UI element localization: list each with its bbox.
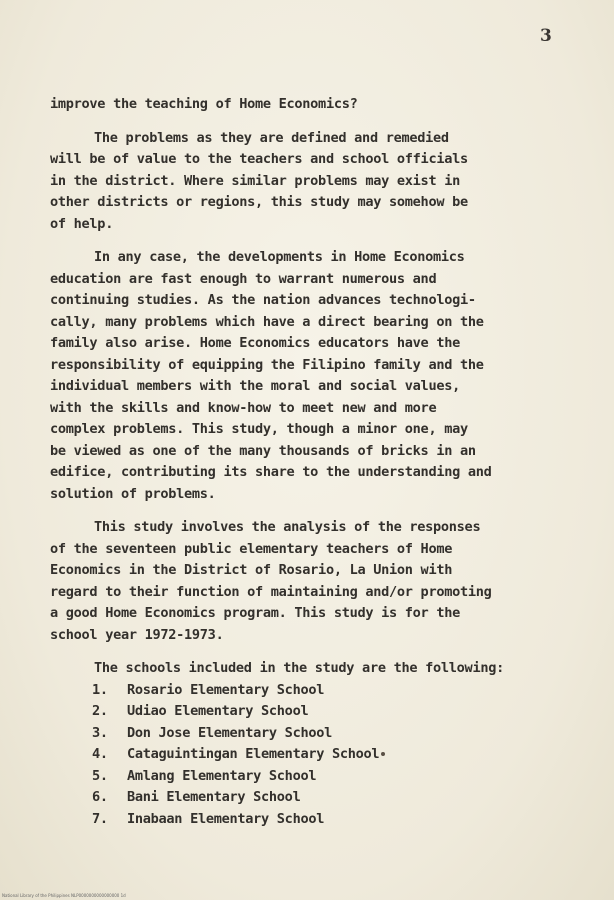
list-number: 3. bbox=[92, 724, 108, 741]
list-item bbox=[50, 701, 570, 723]
paragraph-schools-intro: The schools included in the study are the following: bbox=[94, 660, 504, 676]
school-name: Udiao Elementary School bbox=[127, 703, 309, 719]
scan-footer: National Library of the Philippines NLP0000000000000000 1d bbox=[2, 893, 126, 898]
schools-list bbox=[50, 680, 570, 831]
list-item bbox=[50, 787, 570, 809]
list-number: 2. bbox=[92, 703, 108, 719]
school-name: Cataguintingan Elementary School bbox=[127, 746, 380, 762]
school-name: Inabaan Elementary School bbox=[127, 810, 325, 827]
list-number: 5. bbox=[92, 767, 108, 784]
list-number: 1. bbox=[92, 681, 108, 698]
list-item bbox=[50, 766, 570, 788]
list-item bbox=[50, 809, 570, 831]
paragraph-continuation: improve the teaching of Home Economics? bbox=[50, 96, 358, 112]
list-number: 4. bbox=[92, 746, 108, 762]
body-text bbox=[50, 94, 570, 830]
ink-smudge bbox=[381, 752, 385, 756]
school-name: Amlang Elementary School bbox=[127, 767, 317, 784]
page-number: 3 bbox=[540, 26, 552, 46]
list-number: 7. bbox=[92, 810, 108, 827]
list-number: 6. bbox=[92, 789, 108, 805]
school-name: Bani Elementary School bbox=[127, 789, 301, 805]
list-item bbox=[50, 744, 570, 766]
list-item bbox=[50, 680, 570, 702]
school-name: Rosario Elementary School bbox=[127, 681, 325, 698]
list-item bbox=[50, 723, 570, 745]
school-name: Don Jose Elementary School bbox=[127, 724, 332, 741]
paragraph-scope: This study involves the analysis of the responses of the seventeen public elementary teachers of Home Economics in the District of Rosario, La Union with regard to their function of maintaining and/or promoting a good Home Economics program. This study is for the school year 1972-1973. bbox=[50, 519, 492, 643]
paragraph-value-of-study: The problems as they are defined and remedied will be of value to the teachers and school officials in the district. Where similar problems may exist in other districts or regions, this study may somehow be of help. bbox=[50, 129, 468, 232]
paragraph-developments: In any case, the developments in Home Economics education are fast enough to warrant numerous and continuing studies. As the nation advances technologi- cally, many problems which have a direct bearing on the family also arise. Home Economics educators have the responsibility of equipping the Filipino family and the individual members with the moral and social values, with the skills and know-how to meet new and more complex problems. This study, though a minor one, may be viewed as one of the many thousands of bricks in an edifice, contributing its share to the understanding and solution of problems. bbox=[50, 249, 492, 502]
